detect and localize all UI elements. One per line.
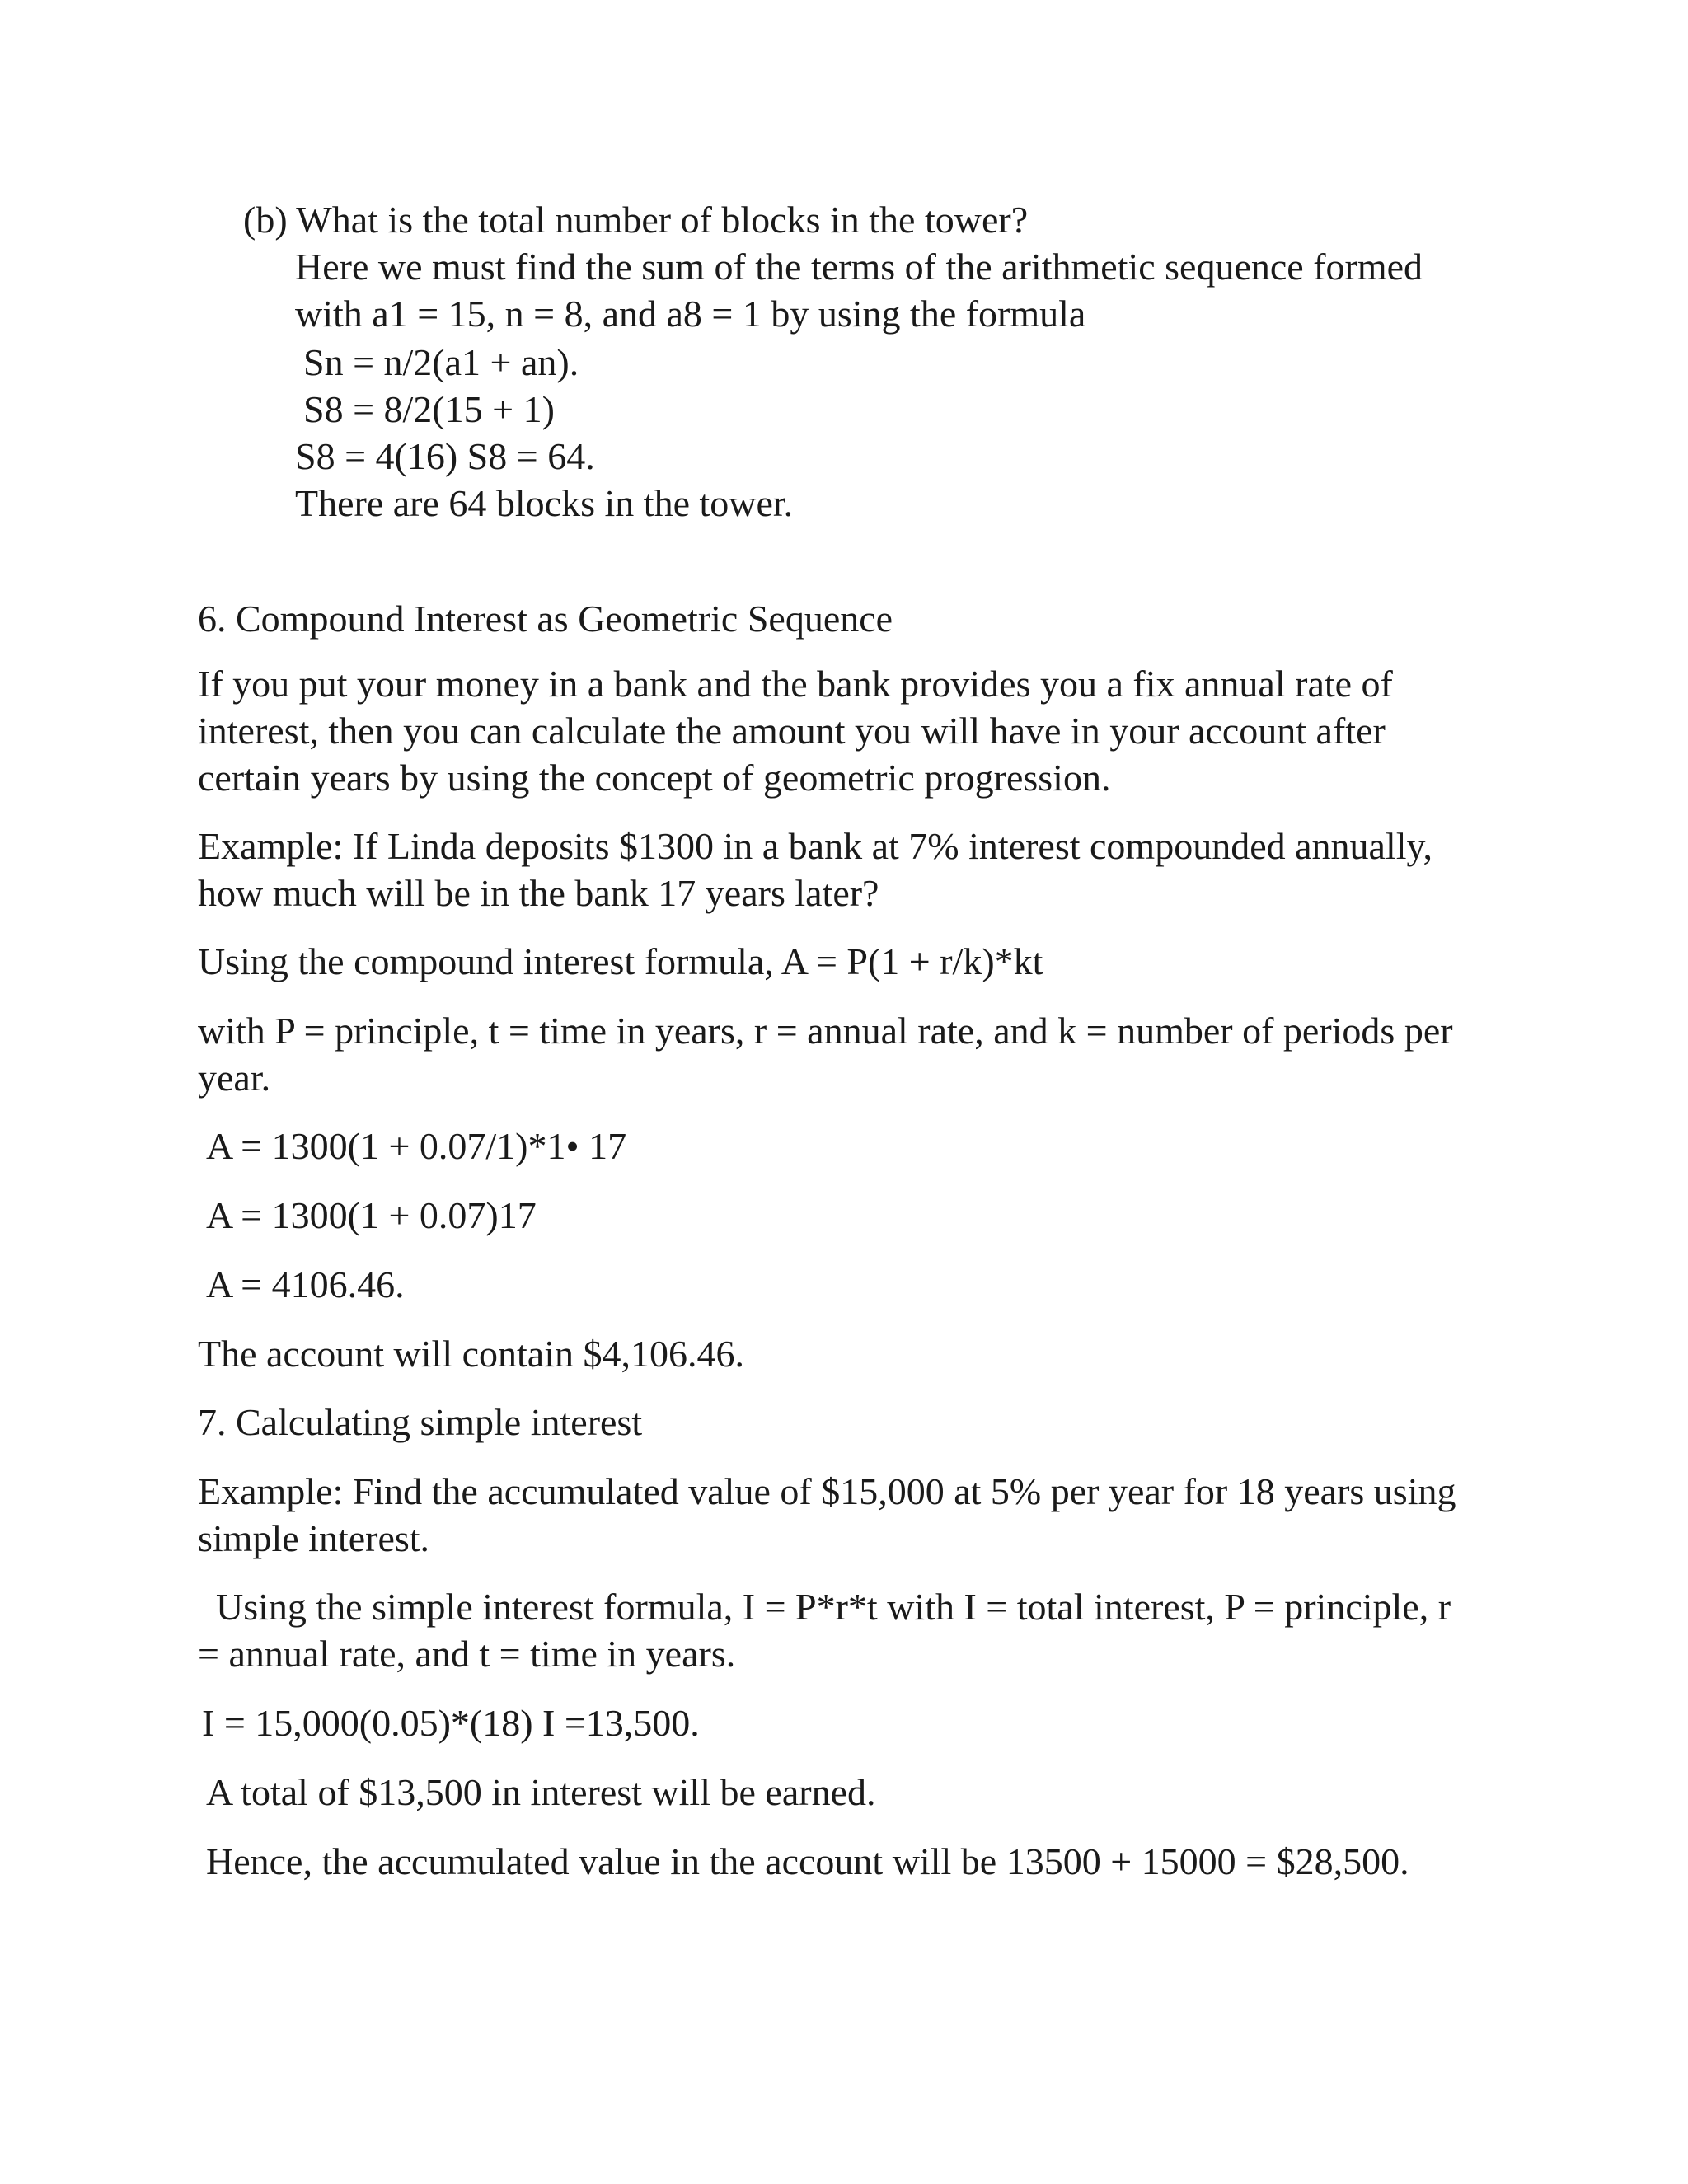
- section-6-calc-1: A = 1300(1 + 0.07/1)*1• 17: [206, 1125, 627, 1167]
- section-7-heading: 7. Calculating simple interest: [198, 1401, 643, 1443]
- section-6-para-line-1: If you put your money in a bank and the bank provides you a fix annual rate of: [198, 663, 1393, 705]
- part-b-text-line-2: with a1 = 15, n = 8, and a8 = 1 by using the formula: [295, 293, 1086, 335]
- section-7-example-line-1: Example: Find the accumulated value of $15,000 at 5% per year for 18 years using: [198, 1470, 1456, 1512]
- section-7-formula-line-1: Using the simple interest formula, I = P*r*t with I = total interest, P = principle, r: [216, 1586, 1451, 1628]
- section-7-total: A total of $13,500 in interest will be earned.: [206, 1771, 876, 1813]
- part-b-step-1: S8 = 8/2(15 + 1): [303, 388, 555, 430]
- section-7-conclusion: Hence, the accumulated value in the account will be 13500 + 15000 = $28,500.: [206, 1840, 1409, 1882]
- section-6-variables-line-1: with P = principle, t = time in years, r = annual rate, and k = number of periods per: [198, 1010, 1453, 1052]
- section-6-para-line-2: interest, then you can calculate the amount you will have in your account after: [198, 710, 1386, 752]
- section-6-para-line-3: certain years by using the concept of geometric progression.: [198, 757, 1111, 799]
- section-7-formula-line-2: = annual rate, and t = time in years.: [198, 1633, 736, 1675]
- section-6-example-line-2: how much will be in the bank 17 years later?: [198, 872, 879, 914]
- section-6-heading: 6. Compound Interest as Geometric Sequence: [198, 598, 893, 640]
- section-6-calc-2: A = 1300(1 + 0.07)17: [206, 1194, 537, 1236]
- part-b-step-2: S8 = 4(16) S8 = 64.: [295, 435, 595, 477]
- section-6-variables-line-2: year.: [198, 1057, 271, 1099]
- section-7-calc: I = 15,000(0.05)*(18) I =13,500.: [202, 1702, 700, 1744]
- part-b-text-line-1: Here we must find the sum of the terms of the arithmetic sequence formed: [295, 246, 1423, 288]
- section-6-formula: Using the compound interest formula, A = P(1 + r/k)*kt: [198, 940, 1043, 982]
- section-6-example-line-1: Example: If Linda deposits $1300 in a bank at 7% interest compounded annually,: [198, 825, 1433, 867]
- section-6-calc-3: A = 4106.46.: [206, 1263, 405, 1305]
- part-b-answer: There are 64 blocks in the tower.: [295, 482, 794, 524]
- part-b-question: (b) What is the total number of blocks in the tower?: [243, 199, 1029, 241]
- part-b-formula: Sn = n/2(a1 + an).: [303, 341, 579, 383]
- section-6-result: The account will contain $4,106.46.: [198, 1333, 745, 1375]
- section-7-example-line-2: simple interest.: [198, 1517, 430, 1559]
